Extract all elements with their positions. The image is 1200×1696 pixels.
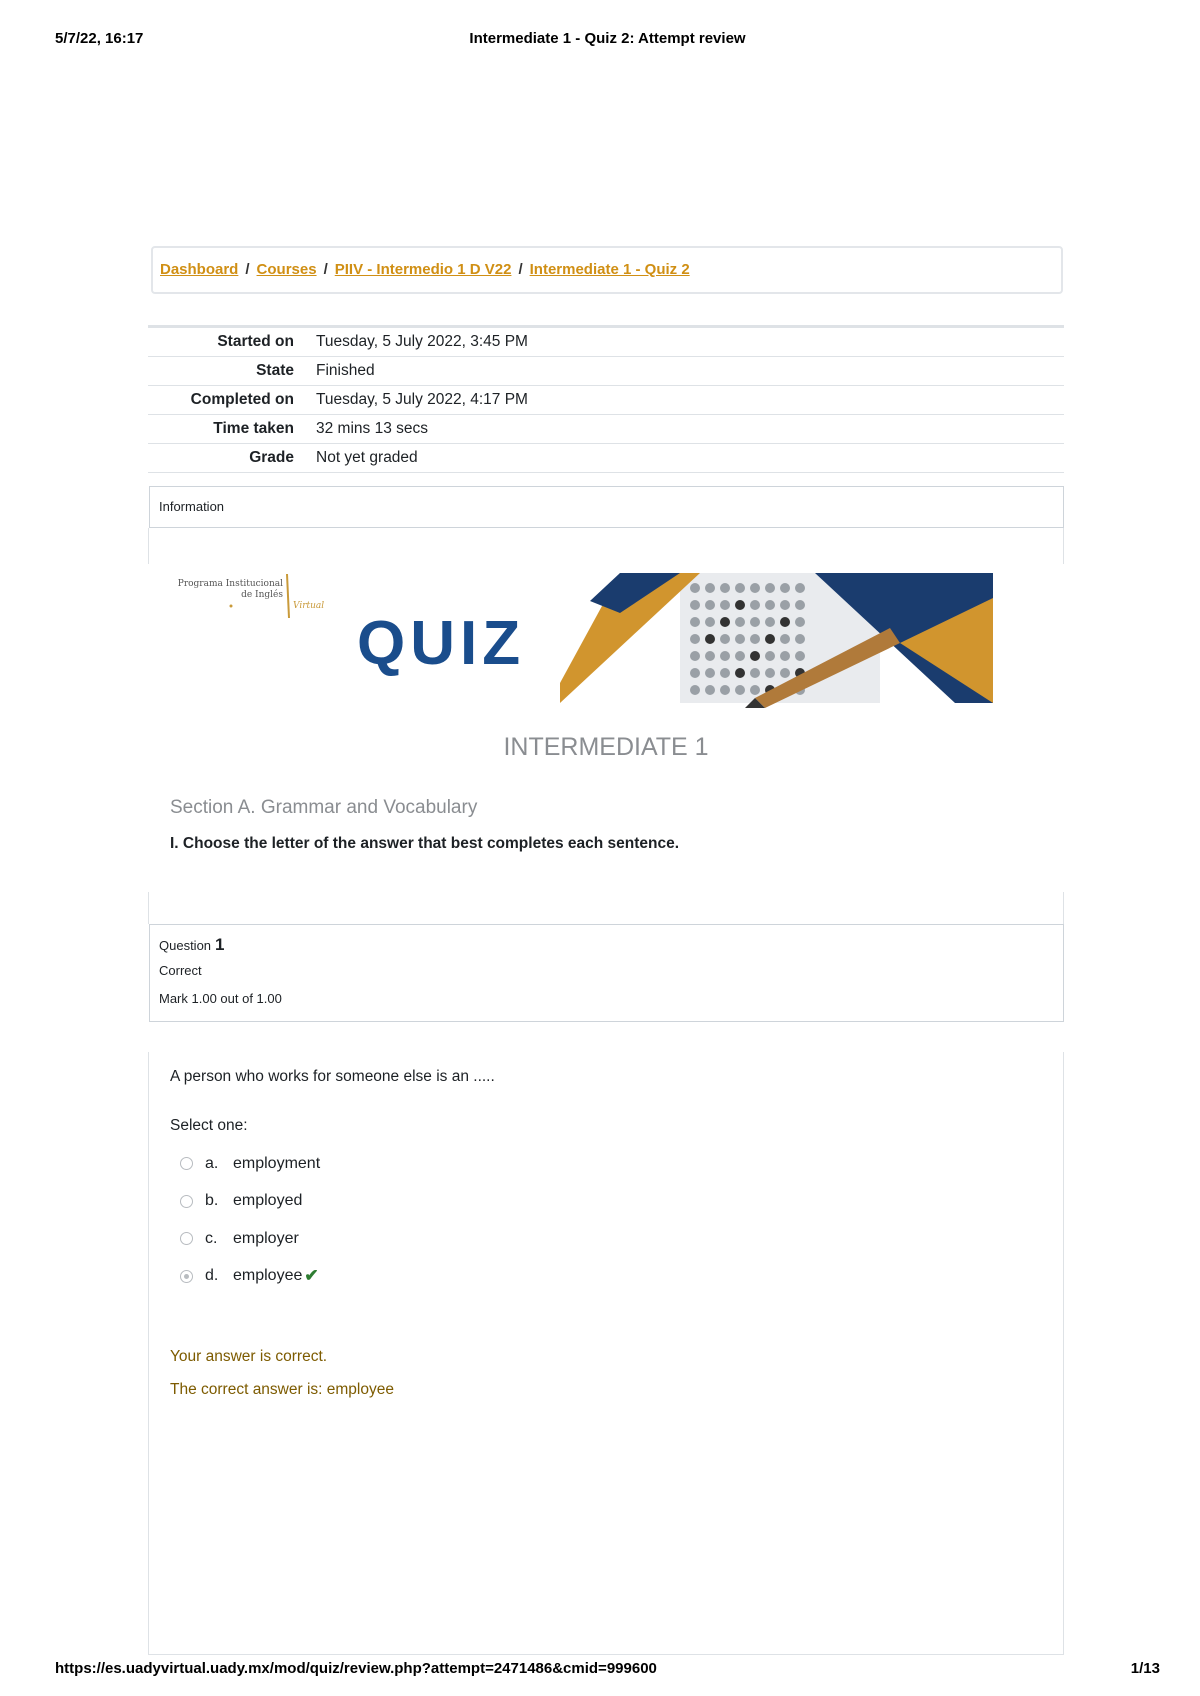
answer-radio[interactable] xyxy=(180,1232,193,1245)
content-frame xyxy=(148,528,1064,564)
summary-label: Started on xyxy=(217,333,294,350)
content-frame xyxy=(148,1422,1064,1655)
breadcrumb-course[interactable]: PIIV - Intermedio 1 D V22 xyxy=(334,261,512,278)
print-datetime: 5/7/22, 16:17 xyxy=(55,30,144,47)
answer-letter: c. xyxy=(205,1229,218,1247)
question-mark: Mark 1.00 out of 1.00 xyxy=(159,991,282,1006)
question-number: 1 xyxy=(215,935,225,954)
breadcrumb xyxy=(151,246,1063,294)
answer-option-c[interactable] xyxy=(180,1220,320,1258)
question-status: Correct xyxy=(159,963,202,978)
feedback-correct: Your answer is correct. xyxy=(170,1348,328,1365)
summary-label: Grade xyxy=(249,449,294,466)
logo-line3: Virtual xyxy=(293,601,325,611)
breadcrumb-dashboard[interactable]: Dashboard xyxy=(160,261,239,278)
instruction-text: I. Choose the letter of the answer that best completes each sentence. xyxy=(170,835,680,852)
summary-value: Tuesday, 5 July 2022, 3:45 PM xyxy=(316,333,528,350)
answer-text: employee xyxy=(233,1267,303,1285)
summary-value: Tuesday, 5 July 2022, 4:17 PM xyxy=(316,391,528,408)
summary-row-state xyxy=(148,357,1064,386)
answer-options xyxy=(180,1145,320,1295)
question-text: A person who works for someone else is an ..... xyxy=(170,1068,495,1085)
answer-option-d[interactable] xyxy=(180,1258,320,1296)
logo-line2: de Inglés xyxy=(241,590,283,600)
quiz-banner-graphic xyxy=(560,573,993,703)
breadcrumb-separator: / xyxy=(323,261,328,278)
correct-check-icon: ✔ xyxy=(304,1266,319,1286)
answer-radio[interactable] xyxy=(180,1157,193,1170)
question-label: Question xyxy=(159,938,212,953)
content-frame xyxy=(148,892,1064,924)
summary-value: Not yet graded xyxy=(316,449,418,466)
answer-option-a[interactable] xyxy=(180,1145,320,1183)
correct-answer-text: The correct answer is: employee xyxy=(170,1381,394,1398)
summary-label: Time taken xyxy=(213,420,294,437)
summary-row-grade xyxy=(148,444,1064,473)
question-number-row xyxy=(159,935,1054,963)
quiz-subtitle: INTERMEDIATE 1 xyxy=(503,733,709,761)
logo-stroke xyxy=(287,574,289,618)
print-page-number: 1/13 xyxy=(1130,1660,1160,1677)
print-footer xyxy=(55,1660,1160,1680)
print-header xyxy=(55,30,1160,50)
answer-radio-selected[interactable] xyxy=(180,1270,193,1283)
summary-label: Completed on xyxy=(190,391,294,408)
answer-radio[interactable] xyxy=(180,1195,193,1208)
answer-text: employer xyxy=(233,1229,299,1247)
select-one-prompt: Select one: xyxy=(170,1117,248,1134)
answer-text: employed xyxy=(233,1192,303,1210)
breadcrumb-separator: / xyxy=(245,261,250,278)
breadcrumb-separator: / xyxy=(518,261,523,278)
answer-letter: b. xyxy=(205,1192,219,1210)
answer-letter: d. xyxy=(205,1267,219,1285)
logo-dot xyxy=(230,605,233,608)
section-title: Section A. Grammar and Vocabulary xyxy=(170,797,478,818)
summary-row-completed xyxy=(148,386,1064,415)
program-logo xyxy=(177,572,335,620)
answer-option-b[interactable] xyxy=(180,1183,320,1221)
information-label: Information xyxy=(159,499,225,514)
information-box xyxy=(149,486,1064,528)
answer-text: employment xyxy=(233,1154,321,1172)
print-title: Intermediate 1 - Quiz 2: Attempt review xyxy=(469,30,746,47)
summary-value: Finished xyxy=(316,362,375,379)
answer-letter: a. xyxy=(205,1154,219,1172)
summary-row-started xyxy=(148,328,1064,357)
print-url: https://es.uadyvirtual.uady.mx/mod/quiz/review.php?attempt=2471486&cmid=999600 xyxy=(55,1660,657,1677)
summary-row-time-taken xyxy=(148,415,1064,444)
feedback-frame xyxy=(148,1312,1064,1422)
logo-line1: Programa Institucional xyxy=(177,579,283,589)
breadcrumb-courses[interactable]: Courses xyxy=(256,261,317,278)
summary-label: State xyxy=(256,362,294,379)
banner-quiz-word: QUIZ xyxy=(357,609,526,678)
breadcrumb-quiz[interactable]: Intermediate 1 - Quiz 2 xyxy=(529,261,690,278)
attempt-summary-table xyxy=(148,325,1064,473)
summary-value: 32 mins 13 secs xyxy=(316,420,428,437)
question-info-box xyxy=(149,924,1064,1022)
